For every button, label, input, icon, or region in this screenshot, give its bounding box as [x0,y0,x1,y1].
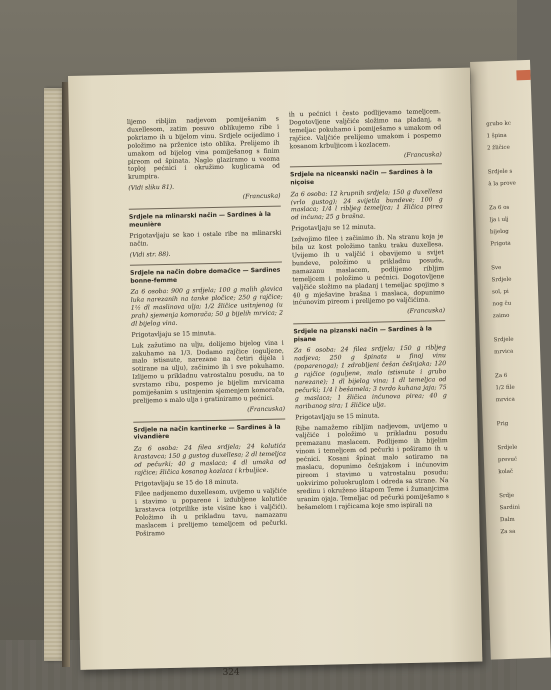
right-page-line: Sve [491,265,502,272]
recipe-text-meuniere: Prigotavljaju se kao i ostale ribe na mlinarski način. [129,229,282,248]
recipe-ref-meuniere: (Vidi str. 88). [129,250,171,259]
intro-source: (Francuska) [242,192,281,201]
recipe-heading-meuniere: Srdjele na mlinarski način — Sardines à la meunière [128,210,271,229]
right-page-line: à la prove [488,180,517,188]
right-page-line: lja i ulj [489,216,509,224]
right-page-line: mrvica [495,396,515,404]
right-page-line: prevuć [497,456,518,464]
recipe-ingredients-nicoise: Za 6 osoba: 12 krupnih srdjela; 150 g duxellesa (vrlo gustog); 24 svijetla bundeve; 100 g maslaca; 1/4 l ribljeg temeljca; 1 žličica pirea od inćuna; 25 g brašna. [290,187,443,222]
divider [290,164,442,168]
right-page-line: Prigota [490,240,511,248]
recipe-heading-vivandiere: Srdjele na način kantinerke — Sardines à la vivandière [133,423,281,442]
right-page-line: kolač [498,468,514,476]
right-page-line: Prig [496,420,509,428]
continued-source: (Francuska) [403,150,442,159]
right-page-line: Srdjele s [487,168,513,176]
recipe-text-pisane: Ribe namažemo ribljim nadjevom, uvijemo u valjčiće i položimo u prikladnu posudu premazanu maslacem. Podlijemo ih bijelim vinom i temeljcem od pečurki i poširamo ih u pećnici. Kosani špinat malo sotiramo na maslacu, dopunimo češnjakom i inćunovim pireom i stavimo u vatrostalnu posudu; uokvirimo poluokruglom i odreda sa strane. Na sredinu i okruženo ištapom Teme i žumanjcima uranim ojaja. Temeljac od pečurki pomiješamo s bešamelom i rajčicama koje smo ispirali na [295,421,449,511]
right-page-line: nog ču [492,300,512,308]
page-edge-shadow [62,82,70,667]
right-page-line: sol, pi [491,288,509,296]
divider [133,418,285,422]
right-page-line: zaimo [492,312,510,320]
recipe-heading-bonne-femme: Srdjele na način dobre domaćice — Sardines bonne-femme [130,266,281,285]
left-column [127,116,288,542]
divider [130,262,282,266]
right-page-line: grubo kc [486,120,511,128]
continued-text: ih u pećnici i često podlijevamo temeljcem. Dogotovljene valjčiće složimo na pladanj, a temeljac pokuhamo i pomiješamo s umakom od rajčice. Valjčiće prelijemo umakom i pospemo kosanom krbuljicom i kozlacem. [288,108,442,151]
recipe-text-nicoise: Izdvojimo filee i začinimo ih. Na stranu koja je bila uz kost položimo tanku traku duxellesa. Uvijemo ih u valjčić i obavijemo u svijet bundeve, položimo u prikladnu posudu, namazanu maslacem, podlijemo ribljim temeljcem i položimo u pećnici. Dogotovljene valjčiće složimo na pladanj i temeljac spojimo s 40 g mješavine brašna i maslaca, dopunimo inćunovim pireom i prelijemo po valjčićima. [291,233,445,307]
recipe-time-vivandiere: Prigotavljaju se 15 do 18 minuta. [134,478,239,488]
recipe-time-pisane: Prigotavljaju se 15 minuta. [295,412,380,421]
right-page-line: Dalm [499,516,515,524]
right-page-line: Za 6 os [489,204,510,212]
recipe-source-nicoise: (Francuska) [407,307,446,316]
right-page-line: mrvica [494,348,514,356]
right-page-line: Srdjele [493,336,514,344]
divider [293,320,445,324]
recipe-time-bonne-femme: Prigotavljaju se 15 minuta. [131,329,217,339]
recipe-text-vivandiere: Filee nadjenemo duxellesom, uvijemo u valjčiće i stavimo u poparene i izdubljene kolutiće krastavca (otprilike iste visine kao i valjčići). Položimo ih u prikladnu tavu, namazanu maslacem i prelijemo temeljcem od pečurki. Poširamo [134,487,288,538]
recipe-heading-nicoise: Srdjele na niceanski način — Sardines à la niçoise [290,168,433,187]
recipe-ingredients-pisane: Za 6 osoba: 24 filea srdjela; 150 g ribljeg nadjeva; 250 g špinata u finoj vinu (poparenoga); 1 zdrobljeni češan češnjaka; 120 g rajčice (oguljene, malo istisnute i grubo narezane); 1 dl bijelog vina; 1 dl temeljca od pečurki; 1/4 l bešamela; 3 tvrdo kuhana jaja; 75 g maslaca; 1 žličica inćunova pirea; 40 g naribanog sira; 1 žličice ulja. [293,344,447,411]
recipe-text-bonne-femme: Luk zažutimo na ulju, dolijemo bijelog vina i zakuhamo na 1/3. Dodamo rajčice (oguljene, malo istisnute, narezane na četiri dijela i sotirane na ulju), začinimo ih i sve pokuhamo. Izlijemo u prikladnu vatrostalnu posudu, na to svrstamo ribu, pospemo je bijelim mrvicama pomiješanim s usitnjenim sjemenjem komorača, prelijemo s malo ulja i gratiniramo u pećnici. [131,339,285,405]
right-page-line: Za 6 [494,372,508,380]
right-page-line: Sardini [499,504,520,512]
right-page-line: 2 žličice [486,144,510,152]
right-column [289,108,449,515]
right-page-line: Srdjele [491,276,512,284]
recipe-heading-pisane: Srdjele na pizanski način — Sardines à la pisane [293,325,432,344]
intro-text: lijemo ribljim nadjevom pomiješanim s duxellesom, zatim posuvo oblikujemo ribe i pokriamo ih u bijelom vinu. Srdjele ocijedimo i položimo na prženice isto oblika. Prelijemo ih umakom od bijelog vina pomiješanog s finim pireom od špinata. Naglo glaziramo u veoma toploj pećnici i okružimo kuglicama od krumpira. [126,115,281,182]
recipe-source-bonne-femme: (Francuska) [247,405,286,414]
recipe-ingredients-bonne-femme: Za 6 osoba: 900 g srdjela; 100 g malih glavica luka narezanih na tanke pločice; 250 g rajčice; 1½ dl maslinova ulja; 1/2 žličice usitnjenog (u prah) sjemenja komorača; 50 g bijelih mrvica; 2 dl bijelog vina. [130,285,284,328]
divider [129,206,281,210]
left-page [68,68,482,678]
right-page-line: Za sa [500,528,516,536]
right-page-line: 1/2 file [495,384,515,392]
page-tab-marker [516,70,530,80]
recipe-ingredients-vivandiere: Za 6 osoba: 24 filea srdjela; 24 kolutića krastavca; 150 g gustog duxellesa; 2 dl temeljca od pečurki; 40 g maslaca; 4 dl umaka od rajčice; žličica kosanog kozlaca i krbuljice. [133,442,287,477]
intro-reference: (Vidi sliku 81). [128,184,175,193]
right-page-line: Srdje [499,492,515,500]
right-page-line: bijelog [489,228,509,236]
page-number: 324 [222,667,240,678]
recipe-time-nicoise: Prigotavljaju se 12 minuta. [291,223,376,233]
right-page-line: Srdjele [497,444,518,452]
right-page-line: 1 špina [486,132,507,140]
